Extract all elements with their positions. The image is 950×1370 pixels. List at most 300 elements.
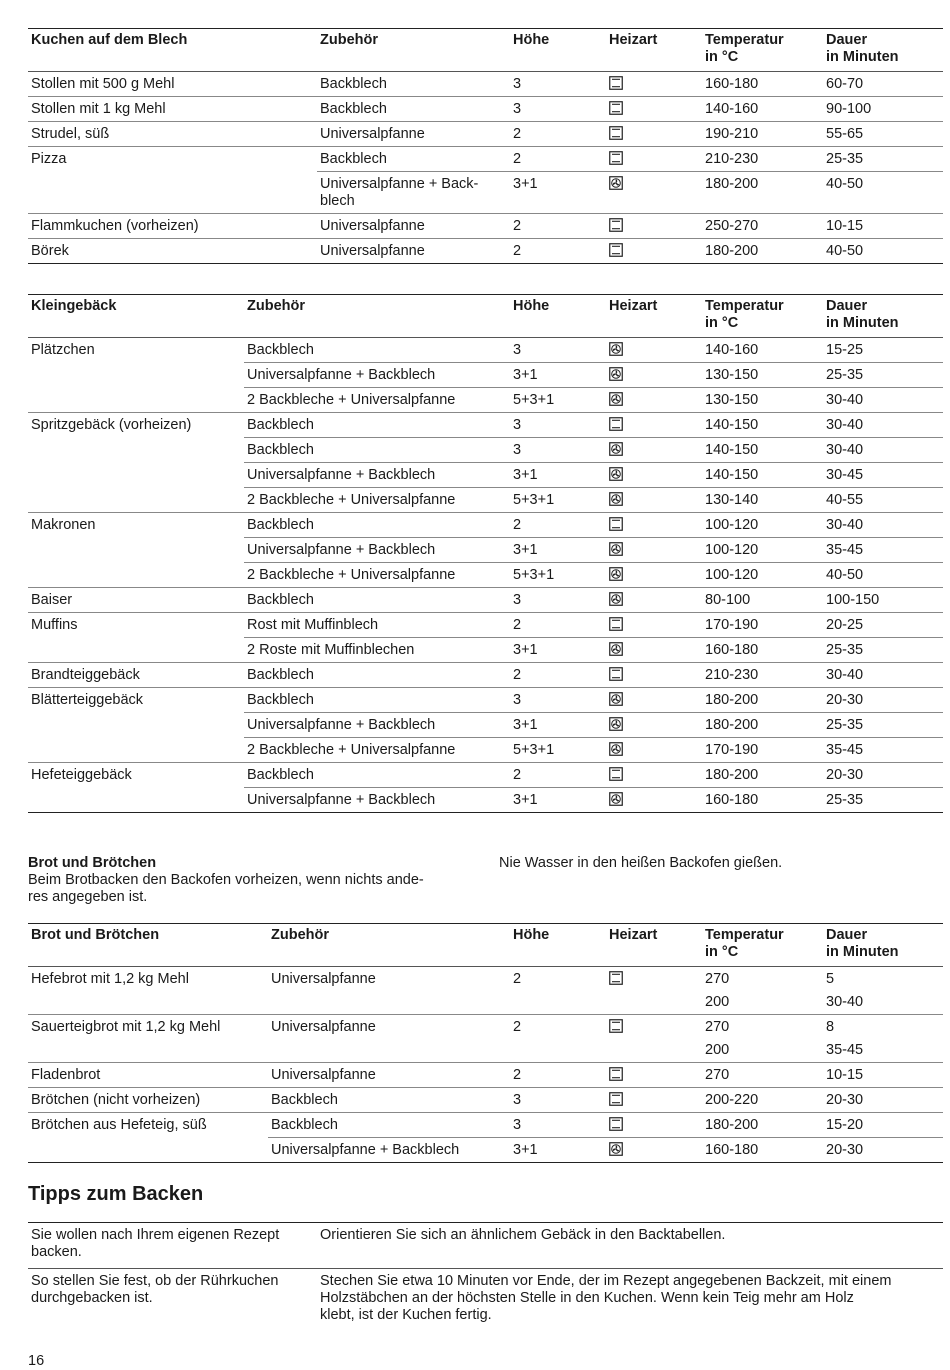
cell-zubehoer: Universalpfanne: [317, 239, 510, 264]
cell-name: [28, 463, 244, 488]
cell-name: Muffins: [28, 613, 244, 638]
cell-temperatur: 160-180: [702, 1138, 823, 1163]
column-header-temperatur: [702, 29, 823, 72]
cell-zubehoer: [268, 1039, 510, 1063]
cell-temperatur: 180-200: [702, 713, 823, 738]
cell-temperatur: 140-150: [702, 438, 823, 463]
cell-dauer: 100-150: [823, 588, 943, 613]
cell-dauer: 25-35: [823, 638, 943, 663]
cell-heizart: [606, 788, 702, 813]
temperatur-label: Temperatur: [705, 927, 784, 943]
column-header-hoehe: Höhe: [510, 924, 606, 967]
cell-zubehoer: Backblech: [320, 76, 387, 92]
cell-heizart: [606, 488, 702, 513]
cell-dauer: 30-40: [823, 388, 943, 413]
oberunterhitze-icon: [609, 617, 623, 631]
cell-zubehoer: Backblech: [244, 588, 510, 613]
cell-temperatur: 130-150: [702, 363, 823, 388]
dauer-unit: in Minuten: [826, 49, 899, 65]
cell-heizart: [606, 713, 702, 738]
cell-heizart: [606, 338, 702, 363]
dauer-label: Dauer: [826, 927, 868, 943]
oberunterhitze-icon: [609, 767, 623, 781]
cell-dauer: 25-35: [823, 713, 943, 738]
3d-heissluft-icon: [609, 567, 623, 581]
cell-dauer: 15-20: [823, 1113, 943, 1138]
cell-zubehoer: Backblech: [268, 1088, 510, 1113]
cell-dauer: 40-50: [823, 172, 943, 214]
oberunterhitze-icon: [609, 151, 623, 165]
cell-dauer: 30-40: [826, 994, 864, 1010]
cell-hoehe: 3+1: [510, 713, 606, 738]
cell-zubehoer: Backblech: [268, 1113, 510, 1138]
cell-zubehoer: [268, 991, 510, 1015]
table-row: [28, 97, 943, 122]
table-row: [28, 967, 943, 992]
cell-hoehe: [510, 991, 606, 1015]
table-row: [28, 1113, 943, 1138]
cell-hoehe: 3+1: [510, 1138, 606, 1163]
cell-zubehoer: 2 Backbleche + Universalpfanne: [244, 388, 510, 413]
cell-hoehe: 2: [510, 122, 606, 147]
cell-dauer: 55-65: [823, 122, 943, 147]
cell-dauer: 30-40: [823, 513, 943, 538]
cell-hoehe: 2: [510, 513, 606, 538]
cell-dauer: 40-50: [823, 563, 943, 588]
cell-name: Plätzchen: [31, 342, 95, 358]
cell-temperatur: 210-230: [702, 147, 823, 172]
column-header-zubehoer: Zubehör: [317, 29, 510, 72]
tip-question: So stellen Sie fest, ob der Rührkuchen durchgebacken ist.: [28, 1269, 317, 1332]
cell-heizart: [606, 738, 702, 763]
table-row: [28, 588, 943, 613]
cell-hoehe: 2: [510, 214, 606, 239]
cell-hoehe: [510, 1039, 606, 1063]
cell-heizart: [606, 688, 702, 713]
table-row: [28, 538, 943, 563]
cell-hoehe: 2: [510, 763, 606, 788]
cell-zubehoer: Universalpfanne + Back- blech: [317, 172, 510, 214]
cell-heizart: [606, 588, 702, 613]
cell-heizart: [606, 438, 702, 463]
dauer-unit: in Minuten: [826, 944, 899, 960]
cell-name: [28, 1138, 268, 1163]
table-row: [28, 688, 943, 713]
cell-temperatur: 130-140: [702, 488, 823, 513]
cell-hoehe: 2: [510, 1015, 606, 1040]
cell-heizart: [606, 991, 702, 1015]
cell-zubehoer: Rost mit Muffinblech: [244, 613, 510, 638]
oberunterhitze-icon: [609, 1092, 623, 1106]
cell-name: Sauerteigbrot mit 1,2 kg Mehl: [28, 1015, 268, 1040]
cell-hoehe: 3: [510, 1113, 606, 1138]
cell-heizart: [606, 172, 702, 214]
3d-heissluft-icon: [609, 592, 623, 606]
table-row: [28, 638, 943, 663]
cell-hoehe: 5+3+1: [510, 388, 606, 413]
tips-row: [28, 1223, 943, 1269]
cell-heizart: [606, 388, 702, 413]
cell-hoehe: 2: [510, 613, 606, 638]
3d-heissluft-icon: [609, 692, 623, 706]
cell-zubehoer: Backblech: [244, 663, 510, 688]
table-row: [28, 738, 943, 763]
cell-temperatur: 160-180: [705, 76, 759, 92]
cell-zubehoer: 2 Backbleche + Universalpfanne: [244, 738, 510, 763]
cell-temperatur: 140-150: [702, 413, 823, 438]
cell-zubehoer: Universalpfanne: [317, 122, 510, 147]
cell-temperatur: 130-150: [702, 388, 823, 413]
cell-hoehe: 3: [510, 688, 606, 713]
cell-zubehoer: Universalpfanne + Backblech: [244, 788, 510, 813]
column-header-heizart: Heizart: [606, 29, 702, 72]
table-row: [28, 172, 943, 214]
cell-temperatur: 180-200: [702, 239, 823, 264]
3d-heissluft-icon: [609, 176, 623, 190]
cell-dauer: 30-40: [823, 663, 943, 688]
cell-name: Hefeteiggebäck: [28, 763, 244, 788]
dauer-label: Dauer: [826, 298, 868, 314]
cell-dauer: 25-35: [823, 363, 943, 388]
cell-temperatur: 160-180: [702, 638, 823, 663]
cell-zubehoer: Universalpfanne + Backblech: [244, 713, 510, 738]
cell-name: [28, 638, 244, 663]
tips-table: [28, 1222, 943, 1331]
table-row: [28, 363, 943, 388]
table-row: [28, 1138, 943, 1163]
cell-heizart: [606, 413, 702, 438]
cell-heizart: [606, 1088, 702, 1113]
cell-hoehe: 5+3+1: [510, 738, 606, 763]
cell-dauer: 40-55: [823, 488, 943, 513]
table-row: [28, 239, 943, 264]
cell-name: [28, 172, 317, 214]
cell-zubehoer: 2 Roste mit Muffinblechen: [244, 638, 510, 663]
cell-temperatur: 140-150: [702, 463, 823, 488]
cell-temperatur: 200: [705, 1042, 730, 1058]
tips-row: [28, 1269, 943, 1332]
temperatur-unit: in °C: [705, 944, 739, 960]
cell-heizart: [606, 363, 702, 388]
cell-heizart: [606, 1039, 702, 1063]
cell-heizart: [606, 122, 702, 147]
cell-temperatur: 170-190: [702, 613, 823, 638]
cell-dauer: 30-40: [823, 413, 943, 438]
table-row: [28, 513, 943, 538]
cell-heizart: [606, 1138, 702, 1163]
dauer-unit: in Minuten: [826, 315, 899, 331]
column-header-title: Brot und Brötchen: [28, 924, 268, 967]
column-header-zubehoer: Zubehör: [244, 295, 510, 338]
cell-dauer: 35-45: [826, 1042, 864, 1058]
cell-temperatur: 180-200: [702, 688, 823, 713]
table-row: [28, 1088, 943, 1113]
cell-zubehoer: Backblech: [244, 688, 510, 713]
cell-heizart: [606, 663, 702, 688]
cell-dauer: 20-30: [823, 688, 943, 713]
3d-heissluft-icon: [609, 642, 623, 656]
cell-heizart: [606, 638, 702, 663]
table-row: [28, 438, 943, 463]
cell-heizart: [606, 72, 702, 97]
column-header-heizart: Heizart: [606, 924, 702, 967]
cell-name: Strudel, süß: [28, 122, 317, 147]
cell-dauer: 35-45: [823, 538, 943, 563]
cell-hoehe: 2: [513, 971, 522, 987]
cell-temperatur: 180-200: [702, 763, 823, 788]
cell-hoehe: 3: [510, 1088, 606, 1113]
cell-hoehe: 2: [510, 1063, 606, 1088]
cell-name: Brötchen (nicht vorheizen): [28, 1088, 268, 1113]
cell-name: Fladenbrot: [28, 1063, 268, 1088]
cell-heizart: [606, 239, 702, 264]
cell-dauer: 60-70: [826, 76, 864, 92]
column-header-dauer: [823, 295, 943, 338]
column-header-title: Kleingebäck: [28, 295, 244, 338]
cell-name: Flammkuchen (vorheizen): [28, 214, 317, 239]
cell-dauer: 25-35: [823, 147, 943, 172]
cell-hoehe: 3: [510, 588, 606, 613]
table-row: [28, 147, 943, 172]
table-row: [28, 214, 943, 239]
cell-dauer: 10-15: [823, 1063, 943, 1088]
oberunterhitze-icon: [609, 1117, 623, 1131]
table-row: [28, 338, 943, 363]
cell-heizart: [606, 563, 702, 588]
cell-hoehe: 2: [510, 147, 606, 172]
temperatur-unit: in °C: [705, 49, 739, 65]
cell-dauer: 25-35: [823, 788, 943, 813]
cell-name: Brötchen aus Hefeteig, süß: [28, 1113, 268, 1138]
temperatur-unit: in °C: [705, 315, 739, 331]
cell-temperatur: 270: [705, 971, 730, 987]
oberunterhitze-icon: [609, 126, 623, 140]
cell-heizart: [606, 613, 702, 638]
cell-heizart: [606, 513, 702, 538]
cell-zubehoer: Universalpfanne: [268, 1015, 510, 1040]
cell-hoehe: 3: [513, 76, 522, 92]
cell-zubehoer: Backblech: [317, 97, 510, 122]
3d-heissluft-icon: [609, 492, 623, 506]
cell-name: [28, 788, 244, 813]
cell-name: [28, 538, 244, 563]
bread-section-title: Brot und Brötchen: [28, 855, 157, 871]
cell-hoehe: 3: [510, 438, 606, 463]
cell-hoehe: 3+1: [510, 788, 606, 813]
cell-temperatur: 190-210: [702, 122, 823, 147]
cell-hoehe: 2: [510, 239, 606, 264]
table-kuchen-auf-dem-blech: [28, 28, 943, 264]
cell-zubehoer: Universalpfanne: [271, 971, 376, 987]
cell-temperatur: 270: [702, 1063, 823, 1088]
table-kleingebaeck: [28, 294, 943, 813]
cell-temperatur: 140-160: [702, 97, 823, 122]
cell-temperatur: 200: [705, 994, 730, 1010]
temperatur-label: Temperatur: [705, 32, 784, 48]
table-row: [28, 72, 943, 97]
column-header-temperatur: [702, 924, 823, 967]
table-row: [28, 463, 943, 488]
cell-name: [28, 488, 244, 513]
cell-zubehoer: 2 Backbleche + Universalpfanne: [244, 563, 510, 588]
cell-name: Spritzgebäck (vorheizen): [28, 413, 244, 438]
3d-heissluft-icon: [609, 742, 623, 756]
dauer-label: Dauer: [826, 32, 868, 48]
cell-name: Baiser: [28, 588, 244, 613]
bread-section-text: Beim Brotbacken den Backofen vorheizen, wenn nichts ande- res angegeben ist.: [28, 872, 424, 905]
cell-hoehe: 2: [510, 663, 606, 688]
cell-dauer: 5: [826, 971, 835, 987]
3d-heissluft-icon: [609, 342, 623, 356]
cell-name: Makronen: [28, 513, 244, 538]
cell-zubehoer: Backblech: [244, 513, 510, 538]
column-header-heizart: Heizart: [606, 295, 702, 338]
cell-zubehoer: Backblech: [317, 147, 510, 172]
cell-temperatur: 270: [702, 1015, 823, 1040]
3d-heissluft-icon: [609, 467, 623, 481]
3d-heissluft-icon: [609, 792, 623, 806]
cell-heizart: [606, 147, 702, 172]
cell-hoehe: 3: [513, 342, 522, 358]
oberunterhitze-icon: [609, 417, 623, 431]
cell-name: [28, 388, 244, 413]
table-row: [28, 388, 943, 413]
oberunterhitze-icon: [609, 1019, 623, 1033]
tip-question: Sie wollen nach Ihrem eigenen Rezept backen.: [28, 1223, 317, 1269]
cell-hoehe: 5+3+1: [510, 563, 606, 588]
cell-temperatur: 200-220: [702, 1088, 823, 1113]
3d-heissluft-icon: [609, 542, 623, 556]
3d-heissluft-icon: [609, 1142, 623, 1156]
cell-name: [28, 363, 244, 388]
cell-zubehoer: Backblech: [247, 342, 314, 358]
table-row: [28, 991, 943, 1015]
cell-heizart: [606, 1113, 702, 1138]
cell-hoehe: 3: [510, 97, 606, 122]
cell-zubehoer: Universalpfanne: [317, 214, 510, 239]
tip-answer: Stechen Sie etwa 10 Minuten vor Ende, der im Rezept angegebenen Backzeit, mit einem Holzstäbchen an der höchsten Stelle in den Kuchen. Wenn kein Teig mehr am Holz klebt, ist der Kuchen fertig.: [317, 1269, 943, 1332]
cell-heizart: [606, 538, 702, 563]
table-row: [28, 763, 943, 788]
cell-temperatur: 180-200: [702, 172, 823, 214]
cell-hoehe: 3+1: [510, 463, 606, 488]
cell-heizart: [606, 763, 702, 788]
cell-zubehoer: Universalpfanne + Backblech: [244, 363, 510, 388]
cell-heizart: [606, 463, 702, 488]
oberunterhitze-icon: [609, 1067, 623, 1081]
cell-dauer: 30-45: [823, 463, 943, 488]
cell-zubehoer: Backblech: [244, 438, 510, 463]
cell-zubehoer: 2 Backbleche + Universalpfanne: [244, 488, 510, 513]
cell-hoehe: 3+1: [510, 363, 606, 388]
cell-heizart: [606, 967, 702, 992]
cell-hoehe: 3+1: [510, 172, 606, 214]
column-header-title: Kuchen auf dem Blech: [28, 29, 317, 72]
cell-hoehe: 5+3+1: [510, 488, 606, 513]
cell-dauer: 30-40: [823, 438, 943, 463]
cell-temperatur: 80-100: [702, 588, 823, 613]
column-header-temperatur: [702, 295, 823, 338]
cell-name: [28, 738, 244, 763]
oberunterhitze-icon: [609, 243, 623, 257]
cell-dauer: 20-30: [823, 1138, 943, 1163]
tips-heading: Tipps zum Backen: [28, 1183, 204, 1205]
cell-zubehoer: Universalpfanne + Backblech: [244, 463, 510, 488]
oberunterhitze-icon: [609, 517, 623, 531]
cell-zubehoer: Universalpfanne: [268, 1063, 510, 1088]
cell-temperatur: 210-230: [702, 663, 823, 688]
cell-zubehoer: Universalpfanne + Backblech: [244, 538, 510, 563]
page-number: 16: [28, 1353, 45, 1369]
tip-answer: Orientieren Sie sich an ähnlichem Gebäck in den Backtabellen.: [317, 1223, 943, 1269]
cell-zubehoer: Backblech: [244, 763, 510, 788]
table-row: [28, 413, 943, 438]
cell-name: Brandteiggebäck: [28, 663, 244, 688]
cell-name: [28, 1039, 268, 1063]
cell-name: [28, 438, 244, 463]
cell-hoehe: 3+1: [510, 538, 606, 563]
oberunterhitze-icon: [609, 101, 623, 115]
cell-dauer: 20-30: [823, 763, 943, 788]
temperatur-label: Temperatur: [705, 298, 784, 314]
cell-dauer: 15-25: [826, 342, 864, 358]
3d-heissluft-icon: [609, 367, 623, 381]
table-brot-und-broetchen: [28, 923, 943, 1163]
cell-temperatur: 140-160: [705, 342, 759, 358]
cell-temperatur: 160-180: [702, 788, 823, 813]
column-header-hoehe: Höhe: [510, 29, 606, 72]
table-row: [28, 563, 943, 588]
3d-heissluft-icon: [609, 442, 623, 456]
table-row: [28, 1039, 943, 1063]
cell-hoehe: 3+1: [510, 638, 606, 663]
table-row: [28, 613, 943, 638]
cell-hoehe: 3: [510, 413, 606, 438]
cell-dauer: 20-25: [823, 613, 943, 638]
cell-temperatur: 100-120: [702, 538, 823, 563]
cell-dauer: 40-50: [823, 239, 943, 264]
table-row: [28, 713, 943, 738]
cell-name: Börek: [28, 239, 317, 264]
3d-heissluft-icon: [609, 717, 623, 731]
cell-dauer: 20-30: [823, 1088, 943, 1113]
cell-temperatur: 170-190: [702, 738, 823, 763]
cell-zubehoer: Universalpfanne + Backblech: [268, 1138, 510, 1163]
table-row: [28, 1063, 943, 1088]
cell-zubehoer: Backblech: [244, 413, 510, 438]
column-header-zubehoer: Zubehör: [268, 924, 510, 967]
cell-name: Pizza: [28, 147, 317, 172]
table-row: [28, 1015, 943, 1040]
bread-section-note: Nie Wasser in den heißen Backofen gießen.: [499, 855, 783, 871]
cell-dauer: 10-15: [823, 214, 943, 239]
cell-name: [28, 991, 268, 1015]
cell-dauer: 8: [823, 1015, 943, 1040]
table-row: [28, 788, 943, 813]
bread-section-intro: [28, 855, 468, 906]
table-row: [28, 122, 943, 147]
cell-temperatur: 100-120: [702, 513, 823, 538]
column-header-dauer: [823, 29, 943, 72]
cell-temperatur: 180-200: [702, 1113, 823, 1138]
oberunterhitze-icon: [609, 667, 623, 681]
cell-heizart: [606, 1063, 702, 1088]
cell-name: [28, 563, 244, 588]
column-header-dauer: [823, 924, 943, 967]
oberunterhitze-icon: [609, 218, 623, 232]
cell-heizart: [606, 214, 702, 239]
cell-name: Hefebrot mit 1,2 kg Mehl: [31, 971, 189, 987]
